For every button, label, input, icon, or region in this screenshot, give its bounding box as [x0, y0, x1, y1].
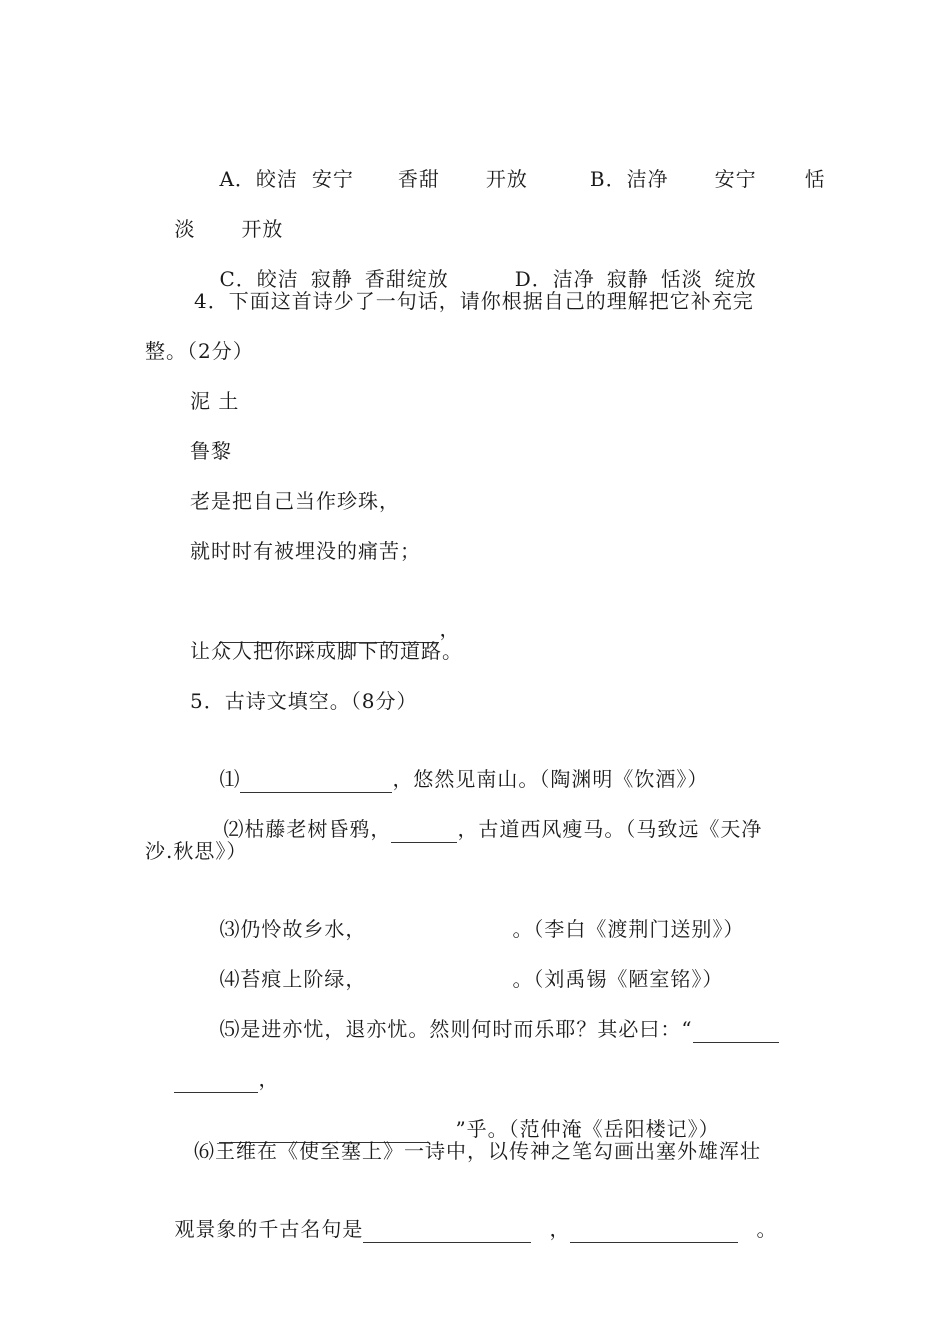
q5-item-3-text: ⑶仍怜故乡水， — [219, 917, 367, 941]
q5-item-5-end-text: ”乎。（范仲淹《岳阳楼记》） — [455, 1117, 720, 1141]
q5-item-1-number: ⑴ — [219, 767, 241, 791]
option-b-word4: 开放 — [241, 217, 284, 241]
option-a-word3: 香甜 — [397, 167, 440, 191]
q5-item-6-comma: ， — [549, 1217, 571, 1241]
q5-item-4-text: ⑷苔痕上阶绿， — [219, 967, 367, 991]
poem-line-2: 就时时有被埋没的痛苦； — [190, 539, 421, 563]
q5-item-6-text: 观景象的千古名句是 — [174, 1217, 364, 1241]
option-c-word3: 香甜绽放 — [364, 267, 449, 291]
q5-item-2-mid: ，古道西风瘦马。（马致远《天净 — [457, 817, 763, 841]
question-5-title: 5．古诗文填空。（8分） — [190, 689, 418, 713]
poem-author: 鲁黎 — [190, 439, 232, 463]
q5-item-5-text: ⑸是进亦忧，退亦忧。然则何时而乐耶？其必曰：“ — [219, 1017, 693, 1041]
option-b-word2: 安宁 — [714, 167, 757, 191]
option-d-word2: 寂静 — [606, 267, 649, 291]
blank-suffix: ， — [439, 617, 461, 641]
q5-item-6-cont — [145, 1187, 805, 1271]
option-b-label: B．洁净 — [589, 167, 669, 191]
q5-item-4-source: 。（刘禹锡《陋室铭》） — [512, 967, 724, 991]
option-c-label: C．皎洁 — [219, 267, 299, 291]
poem-line-1: 老是把自己当作珍珠， — [190, 489, 400, 513]
poem-title: 泥 土 — [190, 389, 240, 413]
q5-item-6-blank-b[interactable] — [570, 1222, 738, 1243]
option-a-label: A．皎洁 — [219, 167, 298, 191]
option-c-word2: 寂静 — [310, 267, 353, 291]
q5-item-3-source: 。（李白《渡荆门送别》） — [512, 917, 745, 941]
q5-item-6-blank-a[interactable] — [363, 1222, 531, 1243]
option-a-word2: 安宁 — [311, 167, 354, 191]
q5-item-5-comma: ， — [258, 1067, 280, 1091]
q5-item-1-text: ，悠然见南山。（陶渊明《饮酒》） — [392, 767, 709, 791]
option-b-word3-start: 恬 — [804, 167, 826, 191]
option-d-label: D．洁净 — [514, 267, 595, 291]
option-b-word3-end: 淡 — [174, 217, 196, 241]
q5-item-2-start: ⑵枯藤老树昏鸦， — [223, 817, 392, 841]
question-4-prompt: 4．下面这首诗少了一句话，请你根据自己的理解把它补充完 — [194, 289, 754, 313]
question-4-prompt-cont: 整。（2分） — [145, 339, 254, 363]
option-a-word4: 开放 — [485, 167, 528, 191]
q5-item-2-cont: 沙.秋思》） — [145, 839, 248, 863]
q5-item-6-period: 。 — [756, 1217, 778, 1241]
option-d-word3: 恬淡 — [660, 267, 703, 291]
poem-line-4: 让众人把你踩成脚下的道路。 — [190, 639, 463, 663]
q5-item-6: ⑹王维在《使至塞上》一诗中，以传神之笔勾画出塞外雄浑壮 — [194, 1139, 761, 1163]
option-d-word4: 绽放 — [714, 267, 757, 291]
